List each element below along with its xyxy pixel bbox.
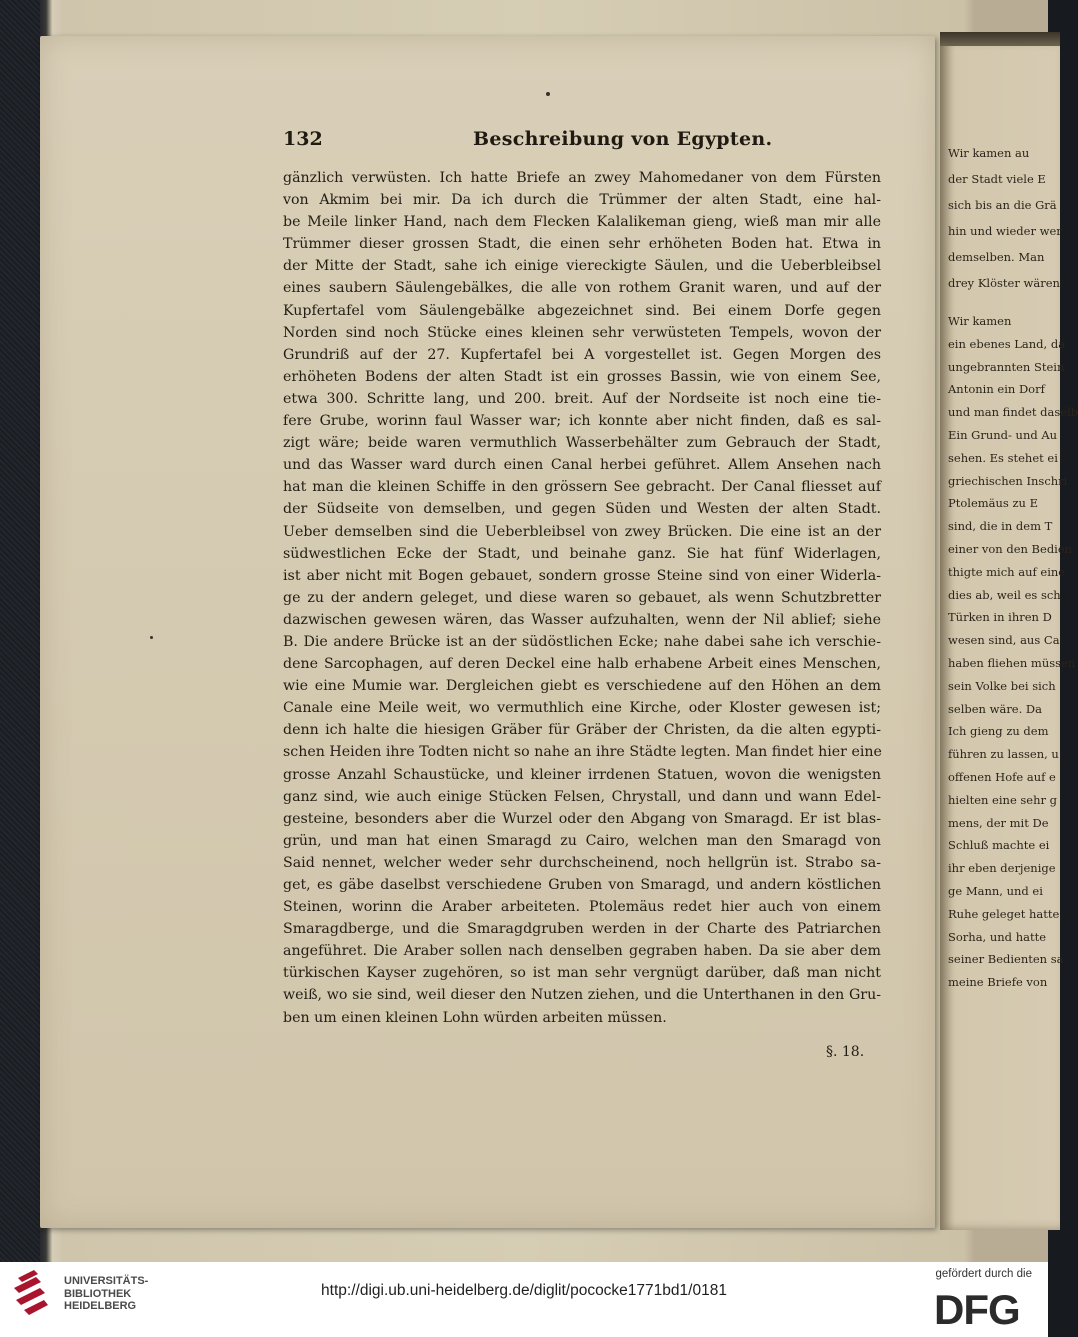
section-signature: §. 18.	[826, 1044, 865, 1060]
text-line: schen Heiden ihre Todten nicht so nahe an ihre Städte legten. Man findet hier eine	[283, 744, 882, 761]
text-line: Grundriß auf der 27. Kupfertafel bei A vorgestellet ist. Gegen Morgen des	[283, 346, 881, 363]
library-name-line: BIBLIOTHEK	[64, 1287, 132, 1300]
text-line: der Mitte der Stadt, sahe ich einige viereckigte Säulen, und die Ueberbleibsel	[283, 258, 881, 275]
facing-page-fragment: selben wäre. Da	[948, 701, 1043, 716]
text-line: gesteine, besonders aber die Wurzel oder den Abgang von Smaragd. Er ist blas-	[283, 810, 881, 827]
facing-page-fragment: drey Klöster wären.	[948, 276, 1064, 290]
text-line: Norden sind noch Stücke eines kleinen sehr verwüsteten Tempels, wovon der	[283, 324, 881, 341]
facing-page-fragment: seiner Bedienten sa	[948, 952, 1064, 967]
text-line: Said nennet, welcher weder sehr durchscheinend, noch hellgrün ist. Strabo sa-	[283, 854, 881, 871]
text-line: ist aber nicht mit Bogen gebauet, sondern grosse Steine sind von einer Widerla-	[283, 567, 881, 584]
permalink-url[interactable]: http://digi.ub.uni-heidelberg.de/diglit/pococke1771bd1/0181	[321, 1282, 727, 1299]
facing-page-fragment: sich bis an die Grä	[948, 198, 1057, 212]
text-line: wie eine Mumie war. Dergleichen giebt es verschiedene auf den Höhen an dem	[283, 678, 881, 695]
facing-page-fragment: Wir kamen au	[948, 146, 1030, 160]
text-line: ge zu der andern geleget, und diese waren so gebauet, als wenn Schutzbretter	[283, 589, 881, 606]
facing-page-fragment: führen zu lassen, u	[948, 747, 1059, 762]
facing-page-fragment: Türken in ihren D	[948, 610, 1052, 625]
text-line: angeführet. Die Araber sollen nach denselben gegraben haben. Da sie aber dem	[283, 943, 881, 960]
page-edge-shadow	[940, 32, 1060, 46]
text-line: ganz sind, wie auch einige Stücken Felsen, Chrystall, und dann und wann Edel-	[283, 788, 881, 805]
facing-page-fragment: Wir kamen	[948, 314, 1012, 328]
dfg-logo-text: DFG	[934, 1286, 1020, 1333]
facing-page-fragment: sehen. Es stehet ei	[948, 450, 1058, 465]
text-line: Trümmer dieser grossen Stadt, die einen sehr erhöheten Boden hat. Etwa in	[283, 236, 881, 253]
dfg-logo-icon[interactable]	[934, 1286, 1034, 1333]
text-line: Smaragdberge, und die Smaragdgruben werden in der Charte des Patriarchen	[283, 921, 881, 938]
running-head: Beschreibung von Egypten.	[473, 128, 773, 150]
facing-page-fragment: Schluß machte ei	[948, 838, 1050, 853]
viewer-footer	[0, 1262, 1048, 1337]
body-text	[283, 167, 881, 1029]
text-line: Kupfertafel vom Säulengebälke abgezeichnet sind. Bei einem Dorfe gegen	[283, 302, 881, 319]
facing-page-fragment: sein Volke bei sich	[948, 678, 1056, 693]
text-line: Ueber demselben sind die Ueberbleibsel von zwey Brücken. Die eine ist an der	[283, 523, 881, 540]
text-line: etwa 300. Schritte lang, und 200. breit. Auf der Nordseite ist noch eine tie-	[283, 390, 881, 407]
facing-page-fragment: Ein Grund- und Au	[948, 428, 1058, 442]
text-line: be Meile linker Hand, nach dem Flecken Kalalikeman gieng, wieß man mir alle	[283, 214, 881, 231]
facing-page-fragment: dies ab, weil es sch	[948, 587, 1061, 602]
text-line: denn ich halte die hiesigen Gräber für Gräber der Christen, da die alten egypti-	[283, 722, 881, 739]
page-number: 132	[283, 128, 323, 150]
text-line: Steinen, worinn die Araber arbeiteten. Ptolemäus redet hier auch von einem	[283, 899, 881, 916]
facing-page-fragment: offenen Hofe auf e	[948, 770, 1056, 784]
facing-page-fragment: der Stadt viele E	[948, 172, 1046, 186]
text-line: weiß, wo sie sind, weil dieser den Nutzen ziehen, und die Unterthanen in den Gru-	[283, 987, 881, 1004]
text-line: grosse Anzahl Schaustücke, und kleiner irrdenen Statuen, wovon die wenigsten	[283, 766, 881, 783]
facing-page-fragment: wesen sind, aus Ca	[948, 633, 1060, 648]
facing-page-fragment: und man findet daselb	[948, 405, 1078, 420]
text-line: ben um einen kleinen Lohn würden arbeiten müssen.	[283, 1009, 667, 1026]
facing-page-fragment: griechischen Inschri	[948, 473, 1068, 488]
library-name-line: HEIDELBERG	[64, 1300, 137, 1312]
text-line: Canale eine Meile weit, wo vermuthlich eine Kirche, oder Kloster gewesen ist;	[283, 700, 881, 717]
facing-page-fragment: Ich gieng zu dem	[948, 724, 1049, 739]
text-line: erhöheten Bodens der alten Stadt ist ein grosses Bassin, wie von einem See,	[283, 368, 881, 385]
facing-page-fragment: ein ebenes Land, da	[948, 336, 1066, 351]
text-line: und das Wasser ward durch einen Canal herbei geführet. Allem Ansehen nach	[283, 457, 881, 474]
page-header	[283, 128, 883, 152]
text-line: dene Sarcophagen, auf deren Deckel eine halb erhabene Arbeit eines Menschen,	[283, 656, 881, 673]
facing-page-fragment: sind, die in dem T	[948, 519, 1053, 534]
facing-page-fragment: thigte mich auf eine	[948, 564, 1066, 579]
text-line: türkischen Kayser zugehören, so ist man sehr vergnügt darüber, daß man nicht	[283, 965, 881, 982]
text-line: der Südseite von demselben, und gegen Süden und Westen der alten Stadt.	[283, 501, 881, 518]
facing-page-fragment: hin und wieder wer	[948, 224, 1062, 238]
facing-page-fragment: Antonin ein Dorf	[948, 382, 1045, 397]
facing-page-fragment: ungebrannten Stein	[948, 359, 1065, 374]
text-line: südwestlichen Ecke der Stadt, und beinahe ganz. Sie hat fünf Widerlagen,	[283, 545, 881, 562]
library-name-line: UNIVERSITÄTS-	[64, 1275, 149, 1287]
ink-speck	[150, 636, 153, 639]
text-line: grün, und man hat einen Smaragd zu Cairo, welchen man den Smaragd von	[283, 832, 881, 849]
facing-page-fragment: mens, der mit De	[948, 815, 1049, 830]
text-line: gänzlich verwüsten. Ich hatte Briefe an zwey Mahomedaner von dem Fürsten	[283, 170, 881, 186]
facing-page-fragment: meine Briefe von	[948, 975, 1048, 990]
facing-page-fragment: Ptolemäus zu E	[948, 496, 1039, 511]
facing-page-fragment: Sorha, und hatte	[948, 929, 1047, 944]
text-line: get, es gäbe daselbst verschiedene Gruben von Smaragd, und andern köstlichen	[283, 877, 881, 893]
ink-speck	[546, 92, 550, 96]
facing-page-fragment: hielten eine sehr g	[948, 792, 1058, 807]
text-line: zigt wäre; beide waren vermuthlich Wasserbehälter zum Gebrauch der Stadt,	[283, 435, 881, 452]
facing-page-fragment: ge Mann, und ei	[948, 884, 1043, 898]
facing-page-fragment: Ruhe geleget hatte	[948, 906, 1060, 921]
text-line: fere Grube, worinn faul Wasser war; ich konnte aber nicht finden, daß es sal-	[283, 413, 881, 430]
facing-page-fragment: ihr eben derjenige	[948, 861, 1056, 876]
facing-page-fragment: haben fliehen müssen	[948, 656, 1076, 670]
facing-page	[940, 40, 1078, 1230]
text-line: dazwischen gewesen wären, das Wasser aufzuhalten, wenn der Nil ablief; siehe	[283, 611, 881, 628]
text-line: hat man die kleinen Schiffe in den grössern See gebracht. Der Canal fliesset auf	[283, 479, 881, 496]
text-line: von Akmim bei mir. Da ich durch die Trümmer der alten Stadt, eine hal-	[283, 192, 881, 209]
facing-page-fragment: einer von den Bedien	[948, 542, 1073, 556]
text-line: eines saubern Säulengebälkes, die alle von rothem Granit waren, und auf der	[283, 280, 881, 297]
text-line: B. Die andere Brücke ist an der südöstlichen Ecke; nahe dabei sahe ich verschie-	[283, 633, 881, 650]
book-cover-cloth	[0, 0, 40, 1262]
funder-caption: gefördert durch die	[935, 1268, 1032, 1280]
facing-page-fragment: demselben. Man	[948, 250, 1045, 264]
